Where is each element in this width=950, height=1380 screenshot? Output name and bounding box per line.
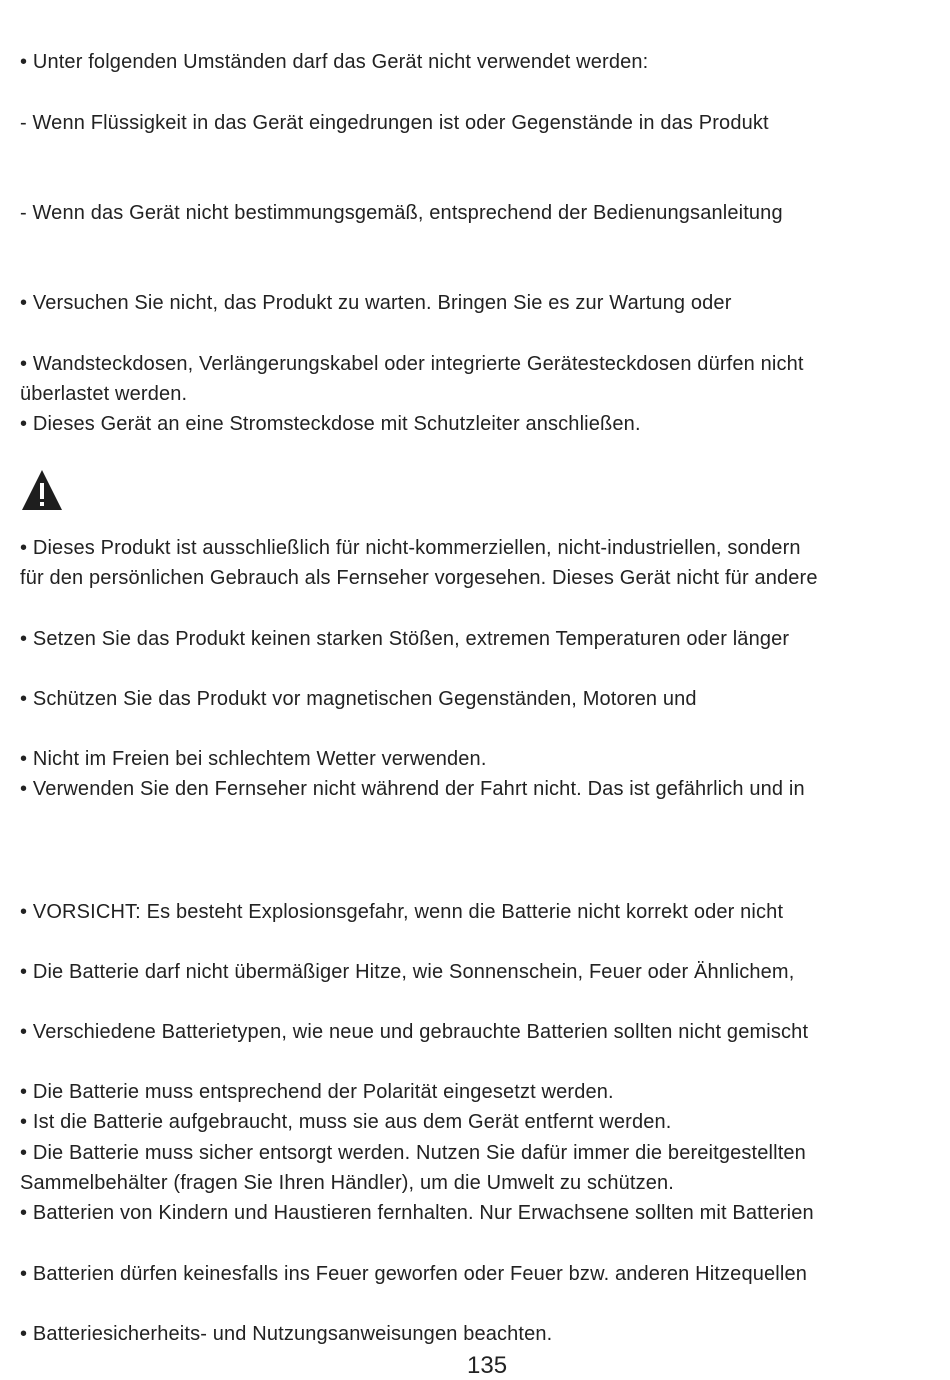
- text-line: Sammelbehälter (fragen Sie Ihren Händler), um die Umwelt zu schützen.: [20, 1172, 674, 1194]
- text-line: • Die Batterie muss sicher entsorgt werden. Nutzen Sie dafür immer die bereitgestellten: [20, 1142, 806, 1164]
- text-line: • Schützen Sie das Produkt vor magnetischen Gegenständen, Motoren und: [20, 688, 697, 710]
- warning-triangle-icon: [20, 468, 64, 512]
- text-line: • Ist die Batterie aufgebraucht, muss sie aus dem Gerät entfernt werden.: [20, 1111, 672, 1133]
- text-line: • Dieses Gerät an eine Stromsteckdose mit Schutzleiter anschließen.: [20, 413, 641, 435]
- text-line: • Verschiedene Batterietypen, wie neue und gebrauchte Batterien sollten nicht gemischt: [20, 1021, 809, 1043]
- text-line: • Versuchen Sie nicht, das Produkt zu warten. Bringen Sie es zur Wartung oder: [20, 292, 732, 314]
- text-line: überlastet werden.: [20, 383, 188, 405]
- text-line: • Unter folgenden Umständen darf das Gerät nicht verwendet werden:: [20, 51, 649, 73]
- text-line: • Die Batterie darf nicht übermäßiger Hitze, wie Sonnenschein, Feuer oder Ähnlichem,: [20, 961, 795, 983]
- text-line: • Setzen Sie das Produkt keinen starken Stößen, extremen Temperaturen oder länger: [20, 628, 790, 650]
- text-line: • Nicht im Freien bei schlechtem Wetter verwenden.: [20, 748, 487, 770]
- text-line: - Wenn Flüssigkeit in das Gerät eingedrungen ist oder Gegenstände in das Produkt: [20, 112, 769, 134]
- page-number: 135: [467, 1352, 508, 1379]
- text-line: • Batterien von Kindern und Haustieren fernhalten. Nur Erwachsene sollten mit Batterien: [20, 1202, 814, 1224]
- text-line: • Die Batterie muss entsprechend der Polarität eingesetzt werden.: [20, 1081, 614, 1103]
- text-line: • VORSICHT: Es besteht Explosionsgefahr, wenn die Batterie nicht korrekt oder nicht: [20, 901, 784, 923]
- text-line: für den persönlichen Gebrauch als Fernseher vorgesehen. Dieses Gerät nicht für andere: [20, 567, 818, 589]
- text-line: • Verwenden Sie den Fernseher nicht während der Fahrt nicht. Das ist gefährlich und in: [20, 778, 805, 800]
- text-line: • Dieses Produkt ist ausschließlich für nicht-kommerziellen, nicht-industriellen, sondern: [20, 537, 801, 559]
- text-line: - Wenn das Gerät nicht bestimmungsgemäß, entsprechend der Bedienungsanleitung: [20, 202, 783, 224]
- text-line: • Wandsteckdosen, Verlängerungskabel oder integrierte Gerätesteckdosen dürfen nicht: [20, 353, 804, 375]
- text-line: • Batteriesicherheits- und Nutzungsanweisungen beachten.: [20, 1323, 553, 1345]
- text-line: • Batterien dürfen keinesfalls ins Feuer geworfen oder Feuer bzw. anderen Hitzequellen: [20, 1263, 808, 1285]
